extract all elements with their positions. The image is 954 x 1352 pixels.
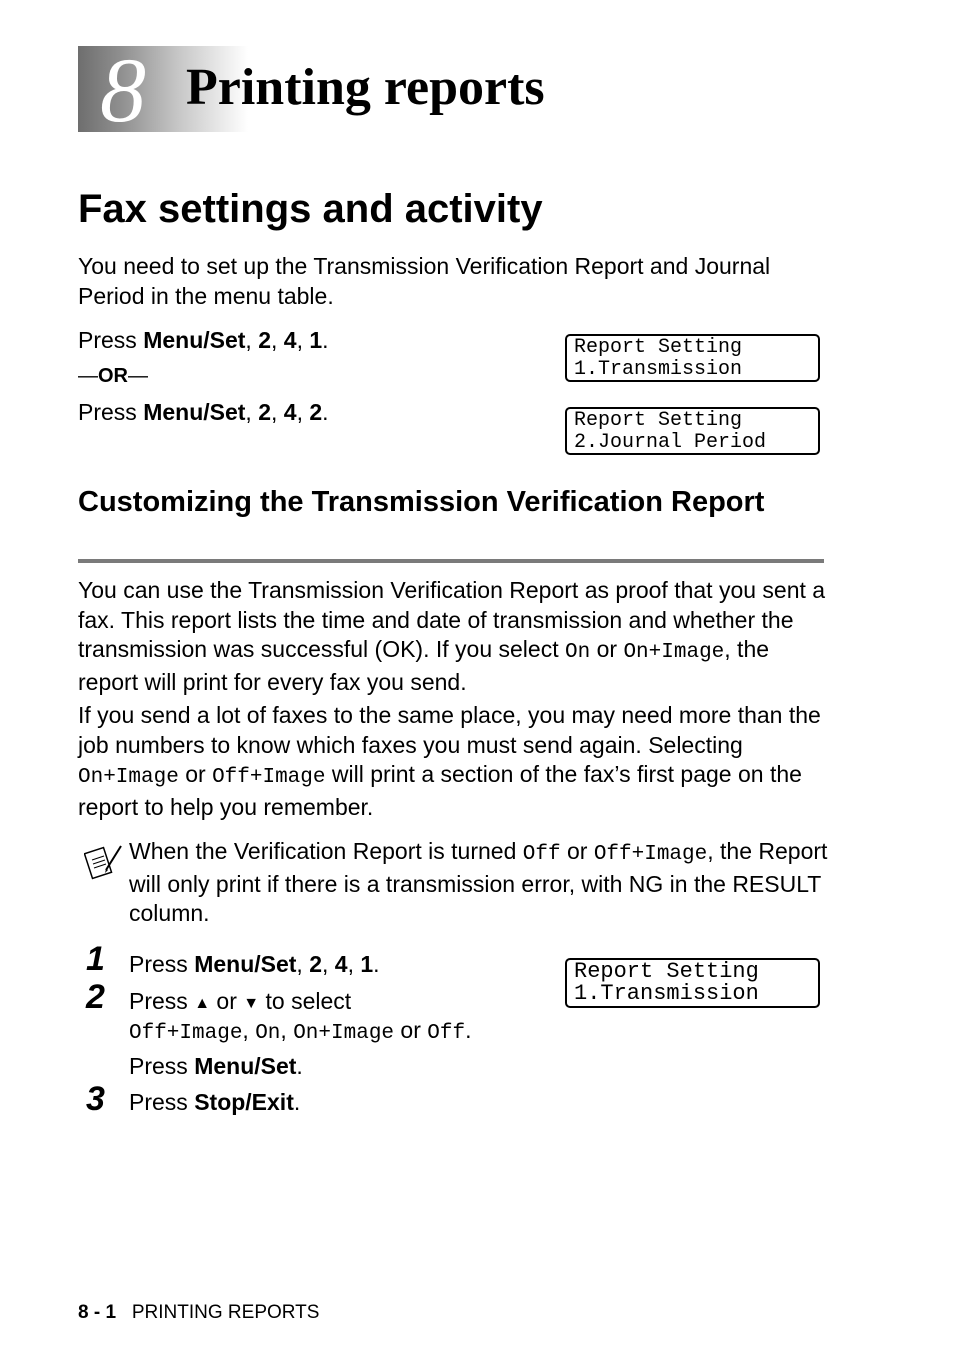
page-number: 8 - 1 xyxy=(78,1302,117,1323)
section-intro: You need to set up the Transmission Verification Report and Journal Period in the menu table. xyxy=(78,253,771,309)
step-1-text: Press Menu/Set, 2, 4, 1. xyxy=(129,951,380,977)
paragraph-1: You can use the Transmission Verification Report as proof that you sent a fax. This report lists the time and date of transmission and whether the transmission was successful (OK). If you select On or On+Image, the report will print for every fax you send. xyxy=(78,577,826,695)
footer-title: PRINTING REPORTS xyxy=(131,1302,320,1323)
instruction-line-1: Press Menu/Set, 2, 4, 1. xyxy=(78,327,329,353)
or-separator: —OR— xyxy=(78,365,148,387)
lcd-line: 2.Journal Period xyxy=(574,431,767,454)
step-number-3: 3 xyxy=(86,1080,105,1118)
lcd-display-transmission xyxy=(565,334,820,382)
note-text: When the Verification Report is turned Off or Off+Image, the Report will only print if there is a transmission error, with NG in the RESULT column. xyxy=(129,838,828,926)
lcd-line: Report Setting xyxy=(574,409,743,432)
instruction-line-2: Press Menu/Set, 2, 4, 2. xyxy=(78,399,329,425)
up-arrow-icon: ▲ xyxy=(194,995,211,1012)
chapter-title: Printing reports xyxy=(186,59,545,116)
lcd-display-journal xyxy=(565,407,820,455)
step-number-1: 1 xyxy=(86,940,105,978)
down-arrow-icon: ▼ xyxy=(243,995,260,1012)
paragraph-2: If you send a lot of faxes to the same place, you may need more than the job numbers to know which faxes you must send again. Selecting On+Image or Off+Image will print a section of the fax’s first page on the report to help you remember. xyxy=(78,702,821,820)
lcd-display-step xyxy=(565,958,820,1008)
step-2-confirm: Press Menu/Set. xyxy=(129,1053,303,1079)
step-number-2: 2 xyxy=(86,978,105,1016)
step-2-options: Off+Image, On, On+Image or Off. xyxy=(129,1017,472,1045)
page-footer xyxy=(78,1302,319,1324)
step-2-text: Press ▲ or ▼ to select xyxy=(129,987,351,1018)
lcd-line: Report Setting xyxy=(574,336,743,359)
heading-rule xyxy=(78,559,824,563)
lcd-line: Report Setting xyxy=(574,959,759,984)
lcd-line: 1.Transmission xyxy=(574,358,743,381)
step-3-text: Press Stop/Exit. xyxy=(129,1089,301,1115)
subsection-heading: Customizing the Transmission Verification Report xyxy=(78,486,765,518)
note-pencil-icon xyxy=(84,842,124,882)
chapter-number: 8 xyxy=(100,39,146,141)
section-heading: Fax settings and activity xyxy=(78,187,543,231)
lcd-line: 1.Transmission xyxy=(574,981,759,1006)
